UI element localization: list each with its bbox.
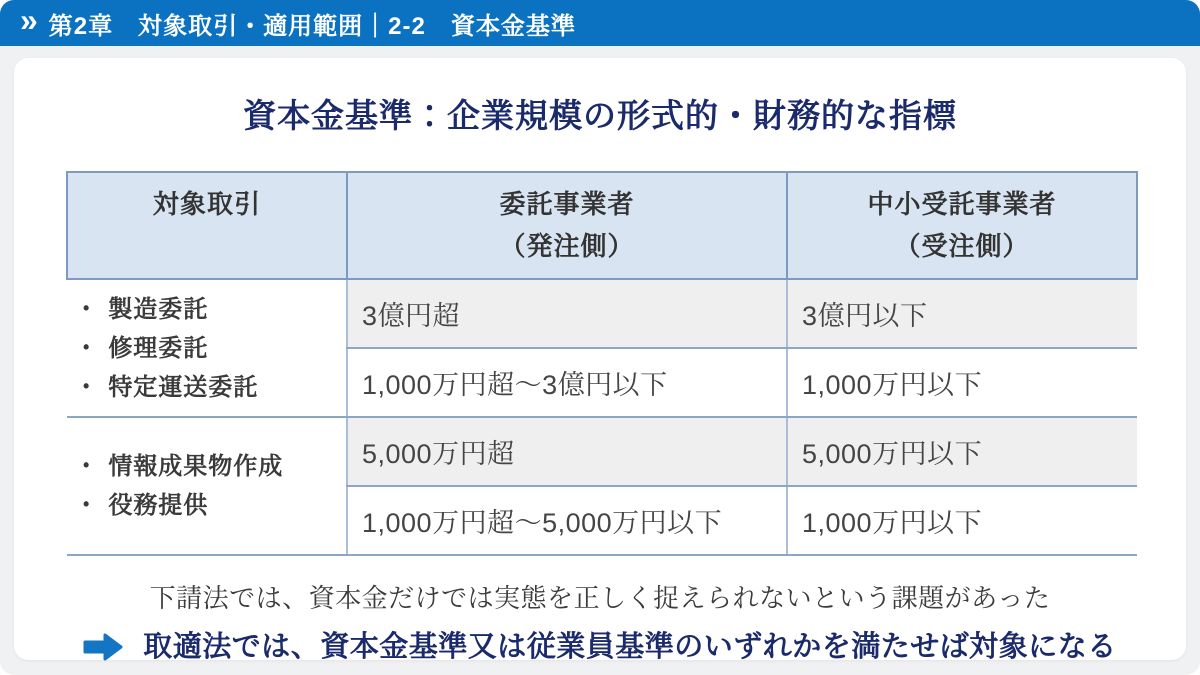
cell-group2-row1-contractor: 5,000万円以下 <box>787 417 1137 486</box>
list-item <box>83 368 345 407</box>
transaction-label: 役務提供 <box>108 492 209 519</box>
topbar-title: 第2章 対象取引・適用範囲｜2-2 資本金基準 <box>48 12 576 40</box>
list-item <box>83 486 345 525</box>
bullet-icon: • <box>83 336 91 357</box>
bullet-icon: • <box>83 455 91 475</box>
column-header-label: 委託事業者 <box>499 189 635 219</box>
cell-group2-row2-orderer: 1,000万円超～5,000万円以下 <box>347 486 787 555</box>
cell-group2-row1-orderer: 5,000万円超 <box>347 417 787 486</box>
slide-title: 資本金基準：企業規模の形式的・財務的な指標 <box>243 97 957 134</box>
top-title-bar <box>0 0 1200 46</box>
bullet-icon: • <box>83 297 91 318</box>
column-header-label: 中小受託事業者 <box>867 189 1057 219</box>
capital-standards-table <box>66 171 1138 556</box>
cell-group1-row1-contractor: 3億円以下 <box>787 279 1137 348</box>
transaction-label: 情報成果物作成 <box>108 453 284 480</box>
cell-group2-row2-contractor: 1,000万円以下 <box>787 486 1137 555</box>
bullet-icon: • <box>83 494 91 514</box>
column-header-transactions <box>67 172 347 279</box>
cell-group1-row2-orderer: 1,000万円超～3億円以下 <box>347 348 787 417</box>
bullet-icon: • <box>83 375 91 396</box>
cell-group1-row1-orderer: 3億円超 <box>347 279 787 348</box>
chevrons-right-icon: » <box>20 2 35 38</box>
list-item <box>83 447 345 486</box>
content-card <box>14 58 1186 663</box>
transaction-label: 修理委託 <box>108 334 209 362</box>
table-row <box>67 279 1137 348</box>
capital-table-wrapper <box>66 171 1134 556</box>
transaction-label: 製造委託 <box>108 295 209 323</box>
column-header-sublabel: （発注側） <box>499 231 635 261</box>
column-header-label: 対象取引 <box>152 189 261 219</box>
transaction-label: 特定運送委託 <box>108 373 259 401</box>
column-header-contractor <box>787 172 1137 279</box>
column-header-sublabel: （受注側） <box>894 231 1030 261</box>
arrow-right-icon <box>83 632 123 662</box>
cell-group1-row2-contractor: 1,000万円以下 <box>787 348 1137 417</box>
list-item <box>83 329 345 368</box>
conclusion-row <box>14 626 1186 668</box>
transaction-group-manufacturing <box>67 279 347 417</box>
conclusion-text: 取適法では、資本金基準又は従業員基準のいずれかを満たせば対象になる <box>143 631 1117 663</box>
problem-statement: 下請法では、資本金だけでは実態を正しく捉えられないという課題があった <box>149 583 1051 613</box>
table-row <box>67 417 1137 486</box>
transaction-group-services <box>67 417 347 555</box>
list-item <box>83 290 345 329</box>
column-header-orderer <box>347 172 787 279</box>
table-header-row <box>67 172 1137 279</box>
